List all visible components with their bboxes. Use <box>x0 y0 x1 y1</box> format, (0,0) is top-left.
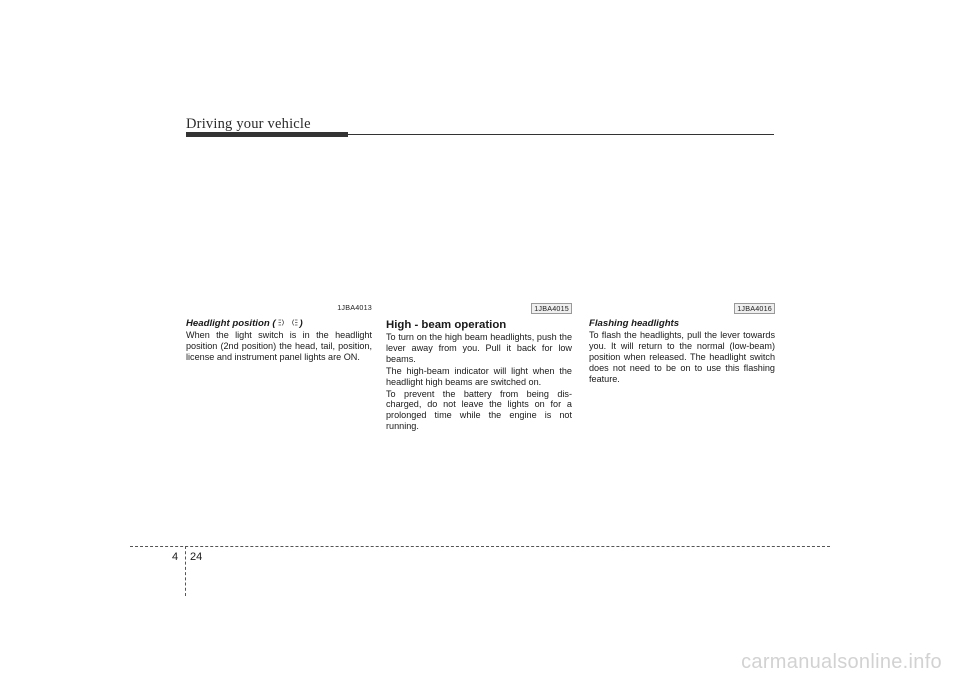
chapter-number: 4 <box>172 551 179 563</box>
section-subheading <box>186 318 372 330</box>
paragraph: When the light switch is in the headlight position (2nd position) the head, tail, position, license and instrument panel lights are ON. <box>186 330 372 362</box>
parking-light-icon <box>278 318 298 327</box>
paragraph: To flash the headlights, pull the lever towards you. It will return to the normal (low-beam) position when released. The headlight switch does not need to be on to use this flashing feature. <box>589 330 775 384</box>
section-subheading: High - beam operation <box>386 319 507 331</box>
figure-id: 1JBA4013 <box>337 303 372 312</box>
paragraph: To prevent the battery from being dis-charged, do not leave the lights on for a prolonged time while the engine is not running. <box>386 388 572 432</box>
section-subheading: Flashing headlights <box>589 318 680 329</box>
section-flashing-headlights <box>589 303 775 385</box>
header-rule-accent <box>186 132 348 137</box>
page-header-title: Driving your vehicle <box>186 116 311 132</box>
footer-divider <box>185 546 186 596</box>
figure-id <box>386 303 572 315</box>
figure-id <box>589 303 775 315</box>
page-number: 24 <box>190 551 203 563</box>
footer-rule <box>130 546 830 547</box>
section-headlight-position <box>186 303 372 363</box>
paragraph: To turn on the high beam headlights, push the lever away from you. Pull it back for low beams. <box>386 332 572 364</box>
figure-id-label: 1JBA4016 <box>734 303 775 314</box>
figure-id-label: 1JBA4015 <box>531 303 572 314</box>
subheading-text: Headlight position ( <box>186 318 276 329</box>
section-high-beam-operation <box>386 303 572 432</box>
subheading-text-end: ) <box>299 318 303 329</box>
paragraph: The high-beam indicator will light when the headlight high beams are switched on. <box>386 365 572 387</box>
watermark: carmanualsonline.info <box>741 651 942 673</box>
